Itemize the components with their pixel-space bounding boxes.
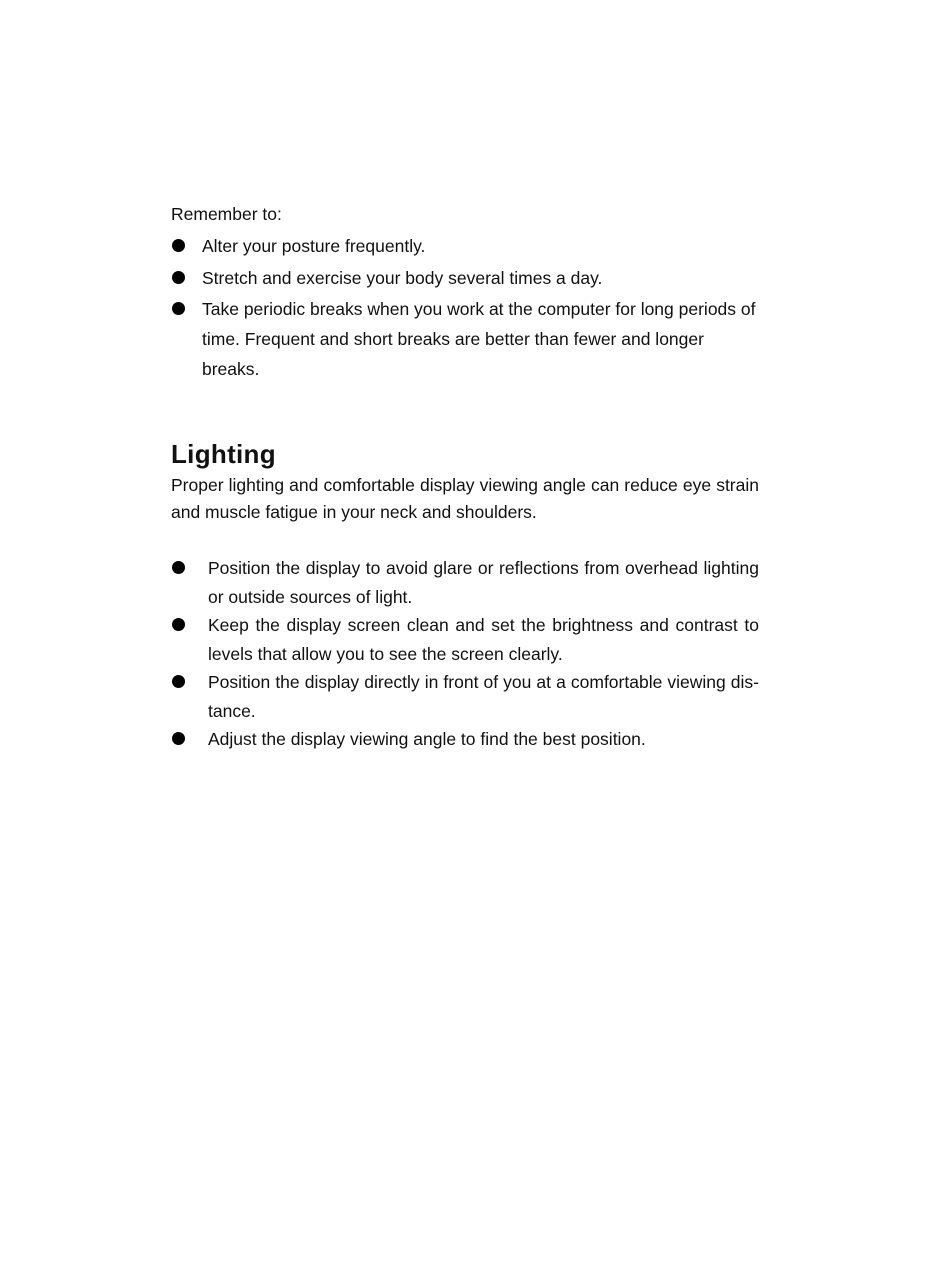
remember-intro: Remember to: [171,204,282,224]
bullet-icon [172,302,185,315]
section-heading: Lighting [171,439,276,469]
list-item [171,611,759,668]
bullet-icon [172,239,185,252]
document-page [171,201,759,754]
bullet-icon [172,732,185,745]
list-item [171,725,759,754]
list-item [171,231,759,261]
bullet-icon [172,561,185,574]
list-item-text: Keep the display screen clean and set the brightness and contrast to levels that allow you to see the screen clearly. [208,615,759,664]
list-item-text: Adjust the display viewing angle to find the best position. [208,729,646,749]
lighting-paragraph: Proper lighting and comfortable display viewing angle can reduce eye strain and muscle fatigue in your neck and shoulders. [171,475,759,522]
list-item-text: Alter your posture frequently. [202,236,426,256]
list-item-text: Stretch and exercise your body several times a day. [202,267,603,288]
bullet-icon [172,271,185,284]
lighting-list [171,554,759,754]
list-item [171,294,759,384]
list-item [171,668,759,725]
remember-list [171,231,759,384]
list-item-text: Position the display to avoid glare or reflections from overhead lighting or outside sources of light. [208,558,759,607]
bullet-icon [172,618,185,631]
list-item-text: Take periodic breaks when you work at the computer for long periods of time. Frequent and short breaks are better than fewer and longer breaks. [202,299,756,379]
list-item [171,263,759,293]
list-item [171,554,759,611]
list-item-text: Position the display directly in front of you at a comfortable viewing dis-tance. [208,672,759,721]
bullet-icon [172,675,185,688]
